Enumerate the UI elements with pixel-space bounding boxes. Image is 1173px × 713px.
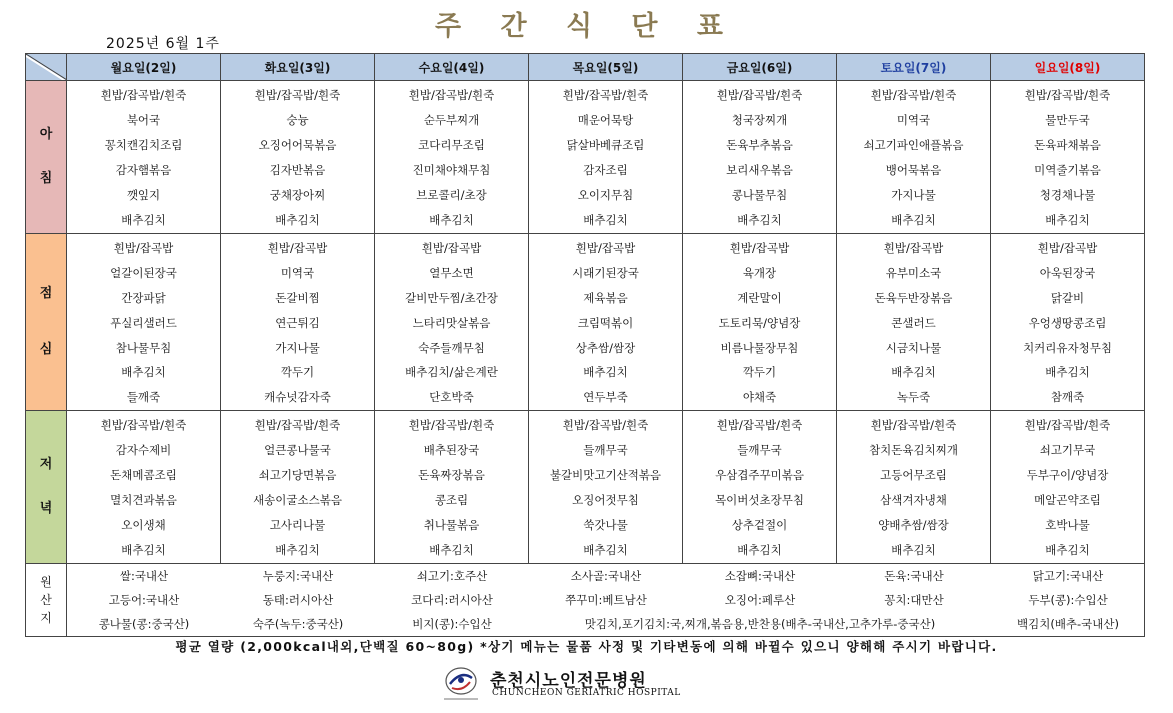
- menu-item: 미역국: [280, 265, 315, 280]
- menu-item: 들깨무국: [583, 443, 628, 458]
- meal-label-char: 저: [39, 456, 53, 472]
- dinner-day-cell: [67, 411, 221, 564]
- menu-item: 코다리무조림: [418, 138, 485, 152]
- day-header: 목요일(5일): [529, 54, 683, 81]
- menu-item: 배추김치: [583, 543, 628, 558]
- origin-item: 쌀:국내산: [119, 569, 169, 584]
- menu-item: 감자수제비: [115, 443, 172, 458]
- origin-label-char: 지: [40, 611, 52, 626]
- menu-item: 배추김치: [1045, 365, 1090, 380]
- menu-item: 청국장찌개: [731, 113, 788, 127]
- menu-item: 배추김치: [121, 543, 166, 558]
- dinner-day-cell: [375, 411, 529, 564]
- meal-label-char: 침: [39, 171, 53, 186]
- menu-item: 흰밥/잡곡밥: [113, 241, 174, 255]
- menu-item: 배추김치: [583, 213, 628, 227]
- menu-item: 크림떡볶이: [577, 315, 634, 330]
- menu-item: 양배추쌈/쌈장: [878, 518, 949, 533]
- lunch-label: [26, 234, 67, 411]
- menu-item: 돈채메콤조림: [110, 468, 177, 483]
- origin-label-char: 원: [40, 575, 52, 590]
- menu-item: 콘샐러드: [891, 315, 936, 330]
- menu-item: 흰밥/잡곡밥/흰죽: [1024, 418, 1111, 433]
- menu-item: 배추김치: [121, 365, 166, 380]
- menu-item: 오이지무침: [577, 188, 634, 202]
- dinner-day-cell: [991, 411, 1145, 564]
- menu-item: 배추김치: [737, 543, 782, 558]
- origin-item: 콩나물(콩:중국산): [98, 617, 190, 632]
- menu-item: 콩나물무침: [731, 188, 788, 202]
- menu-item: 흰밥/잡곡밥: [883, 241, 944, 255]
- dinner-label: [26, 411, 67, 564]
- menu-item: 숭늉: [286, 113, 309, 127]
- menu-item: 고등어무조림: [880, 468, 947, 483]
- menu-item: 배추김치: [429, 213, 474, 227]
- origin-item: 닭고기:국내산: [1032, 569, 1104, 584]
- menu-item: 흰밥/잡곡밥/흰죽: [716, 88, 803, 102]
- menu-item: 삼색겨자냉채: [880, 493, 947, 508]
- menu-item: 흰밥/잡곡밥/흰죽: [1024, 88, 1111, 102]
- hospital-name-ko: 춘천시노인전문병원: [490, 671, 647, 691]
- menu-item: 흰밥/잡곡밥: [729, 241, 790, 255]
- menu-item: 쇠고기파인애플볶음: [863, 138, 964, 152]
- menu-item: 야채죽: [742, 390, 777, 405]
- day-header: 금요일(6일): [683, 54, 837, 81]
- menu-item: 돈갈비찜: [275, 290, 320, 305]
- menu-item: 도토리묵/양념장: [718, 315, 801, 330]
- menu-item: 감자조림: [583, 163, 628, 177]
- menu-item: 흰밥/잡곡밥/흰죽: [562, 88, 649, 102]
- origin-item: 소잡뼈:국내산: [724, 569, 796, 584]
- origin-item: 동태:러시아산: [262, 593, 334, 608]
- menu-item: 상추쌈/쌈장: [575, 340, 636, 355]
- menu-item: 매운어묵탕: [577, 113, 634, 127]
- menu-item: 배추김치: [737, 213, 782, 227]
- menu-item: 돈육부추볶음: [726, 138, 793, 152]
- lunch-day-cell: [375, 234, 529, 411]
- lunch-day-cell: [67, 234, 221, 411]
- menu-item: 푸실리샐러드: [110, 315, 177, 330]
- menu-item: 배추김치: [275, 543, 320, 558]
- menu-item: 들깨무국: [737, 443, 782, 458]
- menu-item: 흰밥/잡곡밥: [421, 241, 482, 255]
- corner-cell: [26, 54, 67, 81]
- menu-item: 시금치나물: [885, 340, 942, 355]
- menu-item: 배추김치: [1045, 543, 1090, 558]
- menu-item: 치커리유자청무침: [1023, 340, 1112, 355]
- menu-item: 단호박죽: [429, 390, 474, 405]
- menu-item: 배추김치: [275, 213, 320, 227]
- menu-item: 얼갈이된장국: [110, 265, 177, 280]
- origin-item: 오징어:페루산: [724, 593, 796, 608]
- menu-item: 흰밥/잡곡밥/흰죽: [408, 88, 495, 102]
- menu-item: 흰밥/잡곡밥/흰죽: [870, 88, 957, 102]
- menu-item: 참깨죽: [1050, 390, 1085, 405]
- menu-item: 배추김치: [1045, 213, 1090, 227]
- breakfast-day-cell: [375, 81, 529, 234]
- menu-item: 숙주들깨무침: [418, 340, 485, 355]
- origin-item: 고등어:국내산: [108, 593, 180, 608]
- menu-item: 흰밥/잡곡밥/흰죽: [716, 418, 803, 433]
- breakfast-day-cell: [529, 81, 683, 234]
- breakfast-label: [26, 81, 67, 234]
- menu-item: 참치돈육김치찌개: [869, 443, 958, 458]
- hospital-brand: [440, 664, 700, 704]
- menu-item: 궁채장아찌: [269, 188, 326, 202]
- menu-item: 들깨죽: [126, 390, 161, 405]
- day-header: 화요일(3일): [221, 54, 375, 81]
- day-header: 월요일(2일): [67, 54, 221, 81]
- origin-item: 맛김치,포기김치:국,찌개,볶음용,반찬용(배추-국내산,고추가루-중국산): [584, 617, 936, 632]
- menu-item: 배추김치: [583, 365, 628, 380]
- origin-item: 코다리:러시아산: [411, 593, 493, 608]
- menu-item: 흰밥/잡곡밥: [575, 241, 636, 255]
- breakfast-day-cell: [683, 81, 837, 234]
- meal-label-char: 녁: [39, 501, 53, 517]
- menu-item: 우삼겹주꾸미볶음: [715, 468, 804, 483]
- menu-item: 오징어어묵볶음: [258, 138, 337, 152]
- menu-item: 브로콜리/초장: [416, 188, 487, 202]
- lunch-day-cell: [837, 234, 991, 411]
- lunch-day-cell: [529, 234, 683, 411]
- origin-item: 쇠고기:호주산: [416, 569, 488, 584]
- menu-item: 흰밥/잡곡밥/흰죽: [562, 418, 649, 433]
- day-header: 수요일(4일): [375, 54, 529, 81]
- menu-item: 흰밥/잡곡밥/흰죽: [870, 418, 957, 433]
- menu-item: 깻잎지: [126, 188, 161, 202]
- menu-item: 유부미소국: [885, 265, 942, 280]
- menu-item: 배추김치: [891, 543, 936, 558]
- menu-item: 배추김치: [891, 365, 936, 380]
- menu-item: 느타리맛살볶음: [412, 315, 491, 330]
- menu-item: 닭갈비: [1050, 290, 1085, 305]
- menu-item: 멸치견과볶음: [110, 493, 177, 508]
- origin-item: 돈육:국내산: [884, 569, 944, 584]
- menu-item: 가지나물: [275, 340, 320, 355]
- menu-item: 열무소면: [429, 265, 474, 280]
- menu-item: 비름나물장무침: [720, 340, 799, 355]
- menu-item: 흰밥/잡곡밥/흰죽: [100, 418, 187, 433]
- meal-label-char: 심: [39, 342, 53, 358]
- origin-label: [26, 564, 67, 637]
- origin-label-char: 산: [40, 593, 52, 608]
- menu-item: 녹두죽: [896, 390, 931, 405]
- lunch-day-cell: [683, 234, 837, 411]
- menu-item: 배추김치: [121, 213, 166, 227]
- origin-row: [26, 564, 1145, 637]
- dinner-day-cell: [529, 411, 683, 564]
- menu-item: 간장파닭: [121, 290, 166, 305]
- menu-item: 얼큰콩나물국: [264, 443, 331, 458]
- week-date: 2025년 6월 1주: [106, 36, 220, 52]
- origin-item: 비지(콩):수입산: [412, 617, 492, 632]
- menu-item: 배추김치: [429, 543, 474, 558]
- menu-item: 꽁치캔김치조림: [104, 138, 183, 152]
- menu-item: 연근튀김: [275, 315, 320, 330]
- menu-item: 취나물볶음: [423, 518, 480, 533]
- breakfast-day-cell: [67, 81, 221, 234]
- menu-item: 청경채나물: [1039, 188, 1096, 202]
- menu-item: 뱅어묵볶음: [885, 163, 942, 177]
- menu-item: 목이버섯초장무침: [715, 493, 804, 508]
- menu-item: 흰밥/잡곡밥/흰죽: [100, 88, 187, 102]
- dinner-day-cell: [837, 411, 991, 564]
- menu-item: 연두부죽: [583, 390, 628, 405]
- menu-item: 깍두기: [280, 365, 315, 380]
- menu-item: 쑥갓나물: [583, 518, 628, 533]
- origin-item: 숙주(녹두:중국산): [252, 617, 344, 632]
- menu-item: 호박나물: [1045, 518, 1090, 533]
- menu-item: 돈육짜장볶음: [418, 468, 485, 483]
- day-header-row: [26, 54, 1145, 81]
- menu-item: 흰밥/잡곡밥: [1037, 241, 1098, 255]
- menu-item: 시래기된장국: [572, 265, 639, 280]
- menu-item: 물만두국: [1045, 113, 1090, 127]
- menu-item: 순두부찌개: [423, 113, 480, 127]
- menu-item: 쇠고기당면볶음: [258, 468, 337, 483]
- menu-item: 미역국: [896, 113, 931, 127]
- menu-item: 계란말이: [737, 290, 782, 305]
- origin-item: 꽁치:대만산: [884, 593, 944, 608]
- diagonal-line: [26, 54, 67, 80]
- footer-note: 평균 열량 (2,000kcal내외,단백질 60~80g) *상기 메뉴는 물품 사정 및 기타변동에 의해 바뀔수 있으니 양해해 주시기 바랍니다.: [175, 639, 998, 654]
- menu-item: 불갈비맛고기산적볶음: [549, 468, 662, 483]
- menu-item: 오징어젓무침: [572, 493, 639, 508]
- lunch-row: [26, 234, 1145, 411]
- menu-item: 흰밥/잡곡밥/흰죽: [254, 88, 341, 102]
- dinner-day-cell: [683, 411, 837, 564]
- menu-item: 흰밥/잡곡밥: [267, 241, 328, 255]
- breakfast-day-cell: [221, 81, 375, 234]
- origin-item: 백김치(배추-국내산): [1017, 617, 1119, 632]
- menu-item: 흰밥/잡곡밥/흰죽: [408, 418, 495, 433]
- dinner-day-cell: [221, 411, 375, 564]
- menu-item: 콩조림: [434, 493, 469, 508]
- hospital-logo-icon: [440, 666, 482, 702]
- menu-item: 우엉생땅콩조림: [1028, 315, 1107, 330]
- menu-item: 상추겉절이: [731, 518, 788, 533]
- menu-table: [25, 53, 1145, 637]
- menu-item: 닭살바베큐조림: [566, 138, 645, 152]
- menu-item: 고사리나물: [269, 518, 326, 533]
- origin-cell: [67, 564, 1145, 637]
- menu-item: 깍두기: [742, 365, 777, 380]
- lunch-day-cell: [991, 234, 1145, 411]
- menu-item: 흰밥/잡곡밥/흰죽: [254, 418, 341, 433]
- page-title: 주 간 식 단 표: [434, 11, 738, 42]
- menu-item: 참나물무침: [115, 340, 172, 355]
- menu-item: 오이생채: [121, 518, 166, 533]
- menu-item: 메알곤약조림: [1034, 493, 1101, 508]
- day-header-sunday: 일요일(8일): [991, 54, 1145, 81]
- menu-item: 북어국: [126, 113, 161, 127]
- menu-item: 배추된장국: [423, 443, 480, 458]
- menu-item: 돈육두반장볶음: [874, 290, 953, 305]
- origin-item: 누룽지:국내산: [262, 569, 334, 584]
- menu-item: 돈육파채볶음: [1034, 138, 1101, 152]
- meal-label-char: 점: [39, 285, 53, 301]
- menu-item: 캐슈넛감자죽: [264, 390, 331, 405]
- breakfast-day-cell: [837, 81, 991, 234]
- menu-item: 제육볶음: [583, 290, 628, 305]
- hospital-name-en: CHUNCHEON GERIATRIC HOSPITAL: [492, 688, 681, 698]
- menu-item: 김자반볶음: [269, 163, 326, 177]
- menu-item: 배추김치: [891, 213, 936, 227]
- origin-item: 소사골:국내산: [570, 569, 642, 584]
- menu-item: 새송이굴소스볶음: [253, 493, 342, 508]
- menu-item: 육개장: [742, 265, 777, 280]
- menu-item: 감자햄볶음: [115, 163, 172, 177]
- breakfast-day-cell: [991, 81, 1145, 234]
- day-header-saturday: 토요일(7일): [837, 54, 991, 81]
- menu-item: 갈비만두찜/초간장: [405, 290, 498, 305]
- menu-item: 아욱된장국: [1039, 265, 1096, 280]
- menu-item: 가지나물: [891, 188, 936, 202]
- menu-item: 미역줄기볶음: [1034, 163, 1101, 177]
- meal-label-char: 아: [39, 126, 53, 142]
- menu-item: 쇠고기무국: [1039, 443, 1096, 458]
- origin-item: 두부(콩):수입산: [1028, 593, 1108, 608]
- menu-item: 배추김치/삶은계란: [405, 365, 498, 380]
- dinner-row: [26, 411, 1145, 564]
- lunch-day-cell: [221, 234, 375, 411]
- menu-item: 두부구이/양념장: [1026, 468, 1109, 483]
- breakfast-row: [26, 81, 1145, 234]
- origin-item: 쭈꾸미:베트남산: [565, 593, 647, 608]
- menu-item: 진미채야채무침: [412, 163, 491, 177]
- menu-item: 보리새우볶음: [726, 163, 793, 177]
